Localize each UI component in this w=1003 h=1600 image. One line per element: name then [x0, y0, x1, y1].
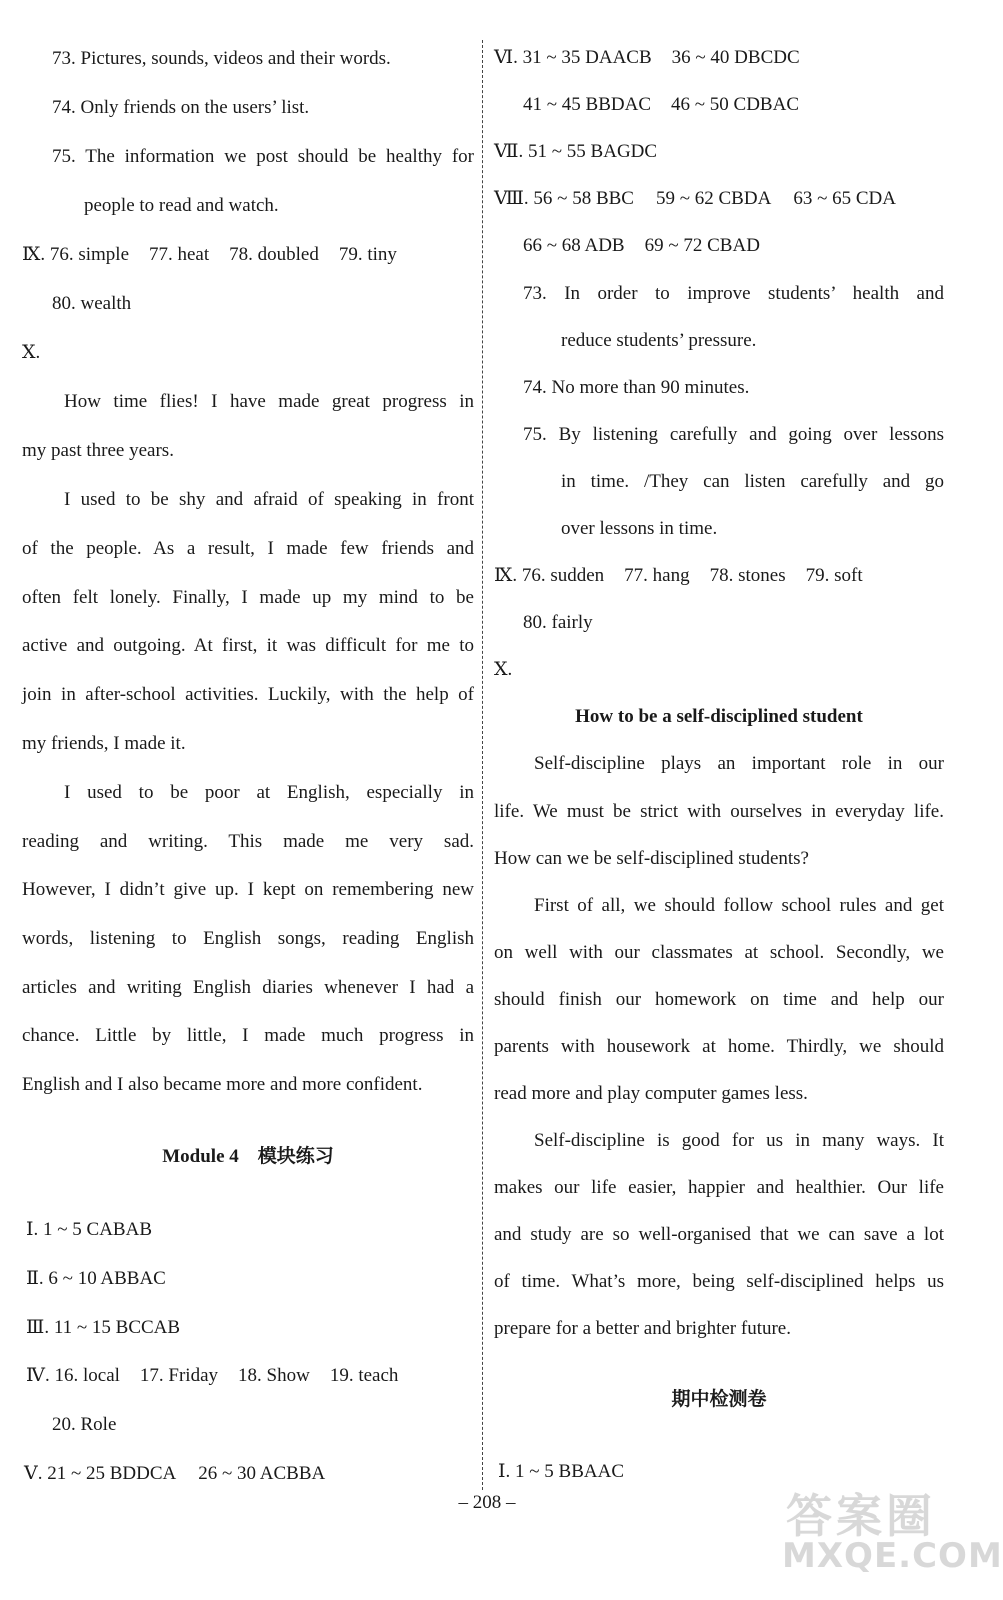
answer-75: 75. By listening carefully and going over lessons — [523, 424, 944, 445]
essay-line: reading and writing. This made me very sad. — [22, 831, 474, 852]
module-title: Module 4 模块练习 — [162, 1146, 334, 1167]
essay-line: How can we be self-disciplined students? — [494, 848, 809, 869]
midterm-section-1-answers: Ⅰ. 1 ~ 5 BBAAC — [498, 1461, 624, 1482]
section-3-answers: Ⅲ. 11 ~ 15 BCCAB — [26, 1317, 181, 1338]
essay-line: prepare for a better and brighter future. — [494, 1318, 791, 1339]
essay-line: read more and play computer games less. — [494, 1083, 808, 1104]
answer-73: 73. Pictures, sounds, videos and their words. — [52, 48, 391, 69]
essay-line: How time flies! I have made great progress in — [64, 391, 474, 412]
section-9-answers: Ⅸ. 76. simple 77. heat 78. doubled 79. tiny — [22, 244, 397, 265]
answer-75-cont: people to read and watch. — [84, 195, 279, 216]
essay-line: However, I didn’t give up. I kept on remembering new — [22, 879, 474, 900]
essay-line: parents with housework at home. Thirdly, we should — [494, 1036, 944, 1057]
essay-line: words, listening to English songs, reading English — [22, 928, 474, 949]
section-5-answers: Ⅴ. 21 ~ 25 BDDCA 26 ~ 30 ACBBA — [24, 1463, 326, 1484]
essay-line: active and outgoing. At first, it was difficult for me to — [22, 635, 474, 656]
answer-80: 80. wealth — [52, 293, 132, 314]
section-4-answers: Ⅳ. 16. local 17. Friday 18. Show 19. teach — [26, 1365, 399, 1386]
essay-line: First of all, we should follow school rules and get — [534, 895, 944, 916]
section-10-label: Ⅹ. — [22, 342, 41, 363]
essay-line: and study are so well-organised that we can save a lot — [494, 1224, 944, 1245]
essay-line: my past three years. — [22, 440, 174, 461]
essay-line: articles and writing English diaries whenever I had a — [22, 977, 474, 998]
answer-75-cont: over lessons in time. — [561, 518, 718, 539]
essay-line: of time. What’s more, being self-disciplined helps us — [494, 1271, 944, 1292]
answer-75: 75. The information we post should be healthy for — [52, 146, 474, 167]
answer-73: 73. In order to improve students’ health and — [523, 283, 944, 304]
answer-20: 20. Role — [52, 1414, 117, 1435]
essay-line: should finish our homework on time and help our — [494, 989, 944, 1010]
answer-73-cont: reduce students’ pressure. — [561, 330, 757, 351]
section-1-answers: Ⅰ. 1 ~ 5 CABAB — [26, 1219, 152, 1240]
essay-line: makes our life easier, happier and healthier. Our life — [494, 1177, 944, 1198]
section-6-answers: Ⅵ. 31 ~ 35 DAACB 36 ~ 40 DBCDC — [494, 47, 800, 68]
essay-line: chance. Little by little, I made much progress in — [22, 1025, 474, 1046]
section-10-label: Ⅹ. — [494, 659, 513, 680]
section-2-answers: Ⅱ. 6 ~ 10 ABBAC — [26, 1268, 166, 1289]
essay-line: English and I also became more and more confident. — [22, 1074, 423, 1095]
section-8-answers: Ⅷ. 56 ~ 58 BBC 59 ~ 62 CBDA 63 ~ 65 CDA — [494, 188, 896, 209]
essay-line: often felt lonely. Finally, I made up my mind to be — [22, 587, 474, 608]
essay-line: I used to be poor at English, especially in — [64, 782, 474, 803]
answer-74: 74. Only friends on the users’ list. — [52, 97, 310, 118]
column-divider — [482, 40, 483, 1490]
watermark-url: MXQE.COM — [782, 1536, 1003, 1576]
essay-line: Self-discipline is good for us in many ways. It — [534, 1130, 944, 1151]
answer-80: 80. fairly — [523, 612, 593, 633]
section-6-answers-cont: 41 ~ 45 BBDAC 46 ~ 50 CDBAC — [523, 94, 799, 115]
section-9-answers: Ⅸ. 76. sudden 77. hang 78. stones 79. soft — [494, 565, 863, 586]
essay-line: of the people. As a result, I made few friends and — [22, 538, 474, 559]
essay-line: I used to be shy and afraid of speaking in front — [64, 489, 474, 510]
midterm-title: 期中检测卷 — [671, 1389, 767, 1410]
essay-line: on well with our classmates at school. Secondly, we — [494, 942, 944, 963]
essay-line: life. We must be strict with ourselves in everyday life. — [494, 801, 944, 822]
essay-title: How to be a self-disciplined student — [575, 706, 863, 727]
watermark — [770, 1480, 1003, 1590]
section-8-answers-cont: 66 ~ 68 ADB 69 ~ 72 CBAD — [523, 235, 760, 256]
section-7-answers: Ⅶ. 51 ~ 55 BAGDC — [494, 141, 658, 162]
essay-line: Self-discipline plays an important role in our — [534, 753, 944, 774]
answer-75-cont: in time. /They can listen carefully and go — [561, 471, 944, 492]
answer-74: 74. No more than 90 minutes. — [523, 377, 750, 398]
watermark-text: 答案圈 — [786, 1489, 936, 1543]
essay-line: my friends, I made it. — [22, 733, 186, 754]
page-number: – 208 – — [458, 1492, 516, 1513]
essay-line: join in after-school activities. Luckily, with the help of — [22, 684, 474, 705]
